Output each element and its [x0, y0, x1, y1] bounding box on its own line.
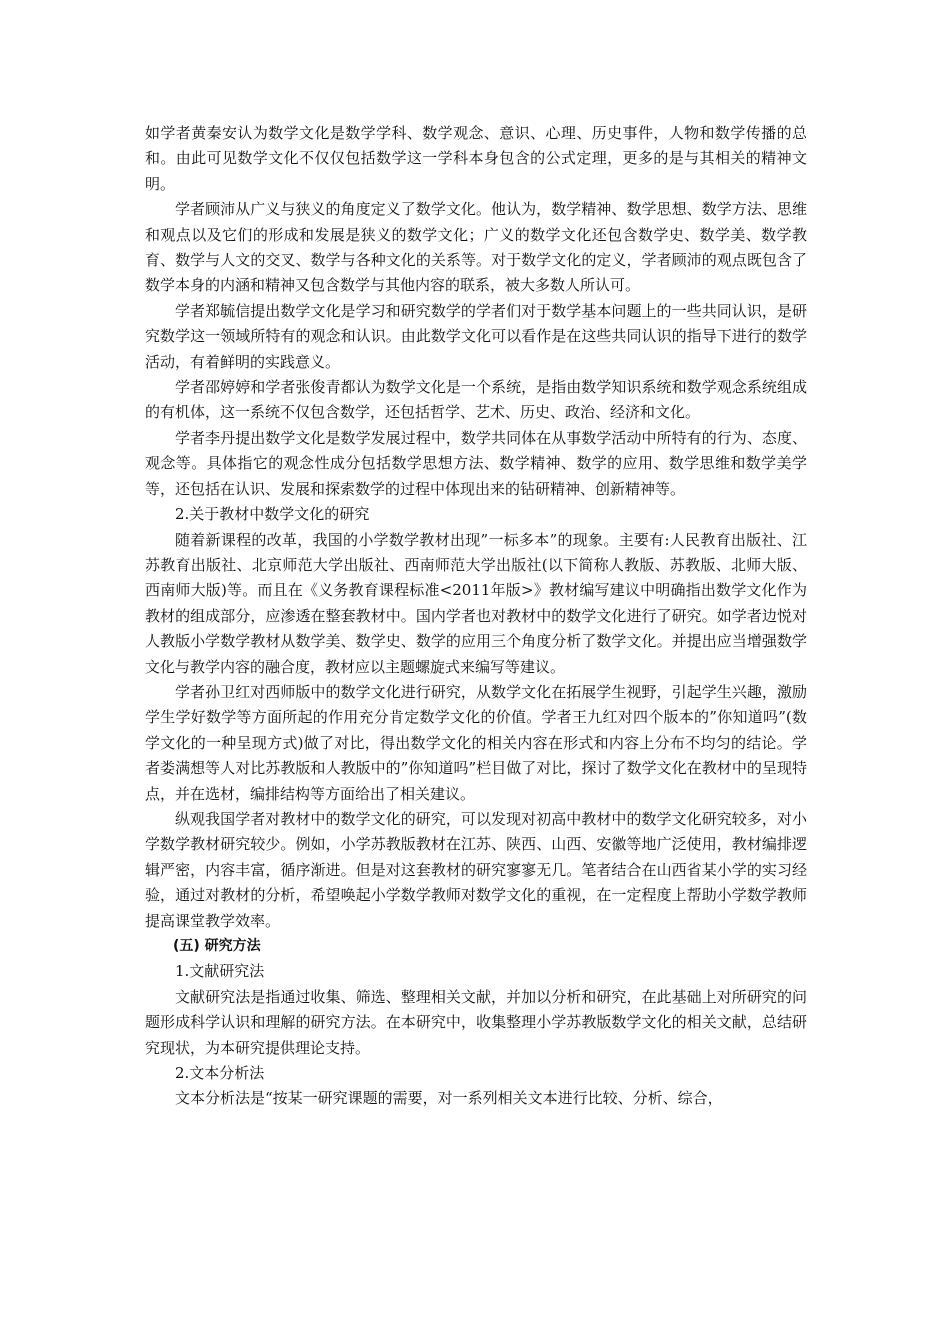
paragraph-gu-pei: 学者顾沛从广义与狭义的角度定义了数学文化。他认为，数学精神、数学思想、数学方法、思维和观点以及它们的形成和发展是狭义的数学文化；广义的数学文化还包含数学史、数学美、数学教育、数学与人文的交叉、数学与各种文化的关系等。对于数学文化的定义，学者顾沛的观点既包含了数学本身的内涵和精神又包含数学与其他内容的联系，被大多数人所认可。: [145, 200, 807, 295]
section-heading-methods: (五) 研究方法: [173, 938, 261, 954]
paragraph-shao-zhang: 学者邵婷婷和学者张俊青都认为数学文化是一个系统，是指由数学知识系统和数学观念系统组成的有机体，这一系统不仅包含数学，还包括哲学、艺术、历史、政治、经济和文化。: [145, 378, 807, 422]
subheading-textbook-research: 2.关于教材中数学文化的研究: [175, 505, 370, 524]
paragraph-literature-method: 文献研究法是指通过收集、筛选、整理相关文献，并加以分析和研究，在此基础上对所研究的问题形成科学认识和理解的研究方法。在本研究中，收集整理小学苏教版数学文化的相关文献，总结研究现状，为本研究提供理论支持。: [145, 987, 807, 1057]
paragraph-new-curriculum: 随着新课程的改革，我国的小学数学教材出现”一标多本”的现象。主要有:人民教育出版社、江苏教育出版社、北京师范大学出版社、西南师范大学出版社(以下简称人教版、苏教版、北师大版、西南师大版)等。而且在《义务教育课程标准<2011年版>》教材编写建议中明确指出数学文化作为教材的组成部分，应渗透在整套教材中。国内学者也对教材中的数学文化进行了研究。如学者边悦对人教版小学数学教材从数学美、数学史、数学的应用三个角度分析了数学文化。并提出应当增强数学文化与教学内容的融合度，教材应以主题螺旋式来编写等建议。: [145, 530, 807, 676]
paragraph-text-analysis: 文本分析法是“按某一研究课题的需要，对一系列相关文本进行比较、分析、综合，: [175, 1089, 723, 1108]
subheading-literature-method: 1.文献研究法: [175, 962, 265, 981]
paragraph-zheng-yuxin: 学者郑毓信提出数学文化是学习和研究数学的学者们对于数学基本问题上的一些共同认识，是研究数学这一领域所特有的观念和认识。由此数学文化可以看作是在这些共同认识的指导下进行的数学活动，有着鲜明的实践意义。: [145, 301, 807, 371]
paragraph-sun-weihong: 学者孙卫红对西师版中的数学文化进行研究，从数学文化在拓展学生视野，引起学生兴趣，激励学生学好数学等方面所起的作用充分肯定数学文化的价值。学者王九红对四个版本的”你知道吗”(数学文化的一种呈现方式)做了对比，得出数学文化的相关内容在形式和内容上分布不均匀的结论。学者娄满想等人对比苏教版和人教版中的”你知道吗”栏目做了对比，探讨了数学文化在教材中的呈现特点，并在选材，编排结构等方面给出了相关建议。: [145, 682, 807, 803]
paragraph-overview: 纵观我国学者对教材中的数学文化的研究，可以发现对初高中教材中的数学文化研究较多，对小学数学教材研究较少。例如，小学苏教版教材在江苏、陕西、山西、安徽等地广泛使用，教材编排逻辑严密，内容丰富，循序渐进。但是对这套教材的研究寥寥无几。笔者结合在山西省某小学的实习经验，通过对教材的分析，希望唤起小学数学教师对数学文化的重视，在一定程度上帮助小学数学教师提高课堂教学效率。: [145, 809, 807, 930]
document-page: [145, 121, 807, 1112]
subheading-text-analysis: 2.文本分析法: [175, 1064, 265, 1083]
paragraph-li-dan: 学者李丹提出数学文化是数学发展过程中，数学共同体在从事数学活动中所特有的行为、态度、观念等。具体指它的观念性成分包括数学思想方法、数学精神、数学的应用、数学思维和数学美学等，还包括在认识、发展和探索数学的过程中体现出来的钻研精神、创新精神等。: [145, 428, 807, 498]
paragraph-continuation: 如学者黄秦安认为数学文化是数学学科、数学观念、意识、心理、历史事件，人物和数学传播的总和。由此可见数学文化不仅仅包括数学这一学科本身包含的公式定理，更多的是与其相关的精神文明。: [145, 124, 807, 193]
